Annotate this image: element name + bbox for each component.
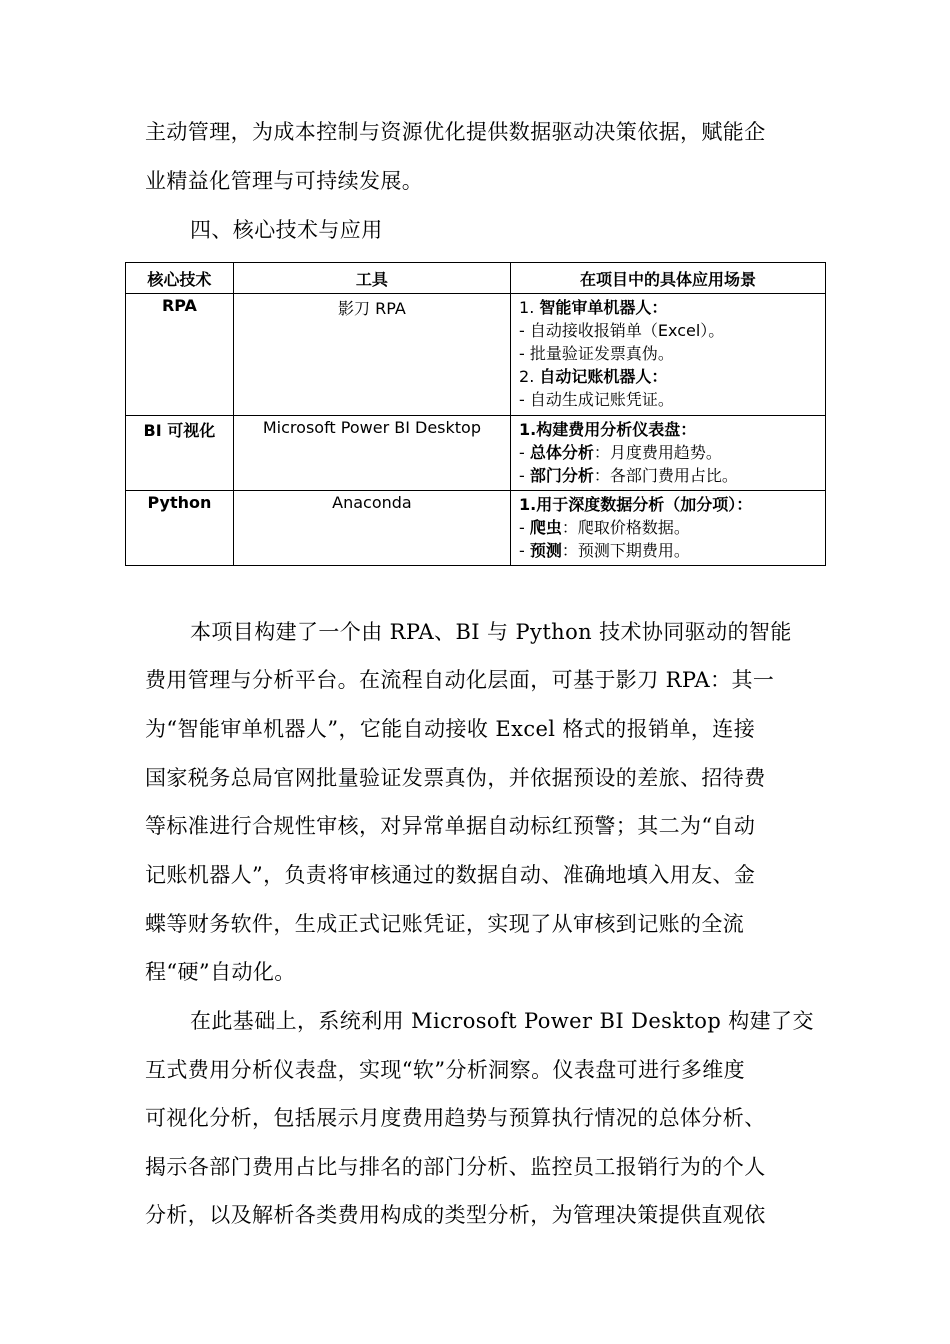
scenario-line: - 批量验证发票真伪。 <box>519 344 674 363</box>
cell-tech: Python <box>126 491 234 566</box>
cell-tech: BI 可视化 <box>126 416 234 491</box>
cell-scenarios <box>511 416 826 491</box>
header-tech: 核心技术 <box>126 263 234 294</box>
cell-scenarios <box>511 294 826 416</box>
cell-tool: 影刀 RPA <box>233 294 510 416</box>
cell-scenarios <box>511 491 826 566</box>
para2-line-4: 揭示各部门费用占比与排名的部门分析、监控员工报销行为的个人 <box>145 1155 766 1179</box>
cell-tech: RPA <box>126 294 234 416</box>
scenario-line: 1.用于深度数据分析（加分项）： <box>519 495 753 514</box>
para1-line-3: 为“智能审单机器人”，它能自动接收 Excel 格式的报销单，连接 <box>145 717 756 741</box>
scenario-line: - 预测：预测下期费用。 <box>519 541 690 560</box>
table-row <box>126 294 826 416</box>
table-row <box>126 491 826 566</box>
para1-line-4: 国家税务总局官网批量验证发票真伪，并依据预设的差旅、招待费 <box>145 766 766 790</box>
para1-line-7: 蝶等财务软件，生成正式记账凭证，实现了从审核到记账的全流 <box>145 912 745 936</box>
table-row <box>126 416 826 491</box>
para2-line-3: 可视化分析，包括展示月度费用趋势与预算执行情况的总体分析、 <box>145 1106 766 1130</box>
cell-tool: Microsoft Power BI Desktop <box>233 416 510 491</box>
table-header-row <box>126 263 826 294</box>
scenario-line: 1. 智能审单机器人： <box>519 298 668 317</box>
intro-line-1: 主动管理，为成本控制与资源优化提供数据驱动决策依据，赋能企 <box>145 120 766 144</box>
para1-line-1: 本项目构建了一个由 RPA、BI 与 Python 技术协同驱动的智能 <box>190 620 792 644</box>
scenario-line: - 部门分析：各部门费用占比。 <box>519 466 738 485</box>
header-tool: 工具 <box>233 263 510 294</box>
scenario-line: - 自动生成记账凭证。 <box>519 390 674 409</box>
scenario-line: - 爬虫：爬取价格数据。 <box>519 518 690 537</box>
intro-line-2: 业精益化管理与可持续发展。 <box>145 169 424 193</box>
para1-line-2: 费用管理与分析平台。在流程自动化层面，可基于影刀 RPA：其一 <box>145 668 775 692</box>
para2-line-2: 互式费用分析仪表盘，实现“软”分析洞察。仪表盘可进行多维度 <box>145 1058 746 1082</box>
cell-tool: Anaconda <box>233 491 510 566</box>
scenario-line: 1.构建费用分析仪表盘： <box>519 420 697 439</box>
scenario-line: - 自动接收报销单（Excel）。 <box>519 321 725 340</box>
section-heading: 四、核心技术与应用 <box>190 218 383 242</box>
scenario-line: - 总体分析：月度费用趋势。 <box>519 443 722 462</box>
para1-line-5: 等标准进行合规性审核，对异常单据自动标红预警；其二为“自动 <box>145 814 756 838</box>
para2-line-1: 在此基础上，系统利用 Microsoft Power BI Desktop 构建了交 <box>190 1009 814 1033</box>
para2-line-5: 分析，以及解析各类费用构成的类型分析，为管理决策提供直观依 <box>145 1203 766 1227</box>
header-scenario: 在项目中的具体应用场景 <box>511 263 826 294</box>
para1-line-8: 程“硬”自动化。 <box>145 960 296 984</box>
core-tech-table <box>125 262 826 566</box>
para1-line-6: 记账机器人”，负责将审核通过的数据自动、准确地填入用友、金 <box>145 863 756 887</box>
scenario-line: 2. 自动记账机器人： <box>519 367 668 386</box>
